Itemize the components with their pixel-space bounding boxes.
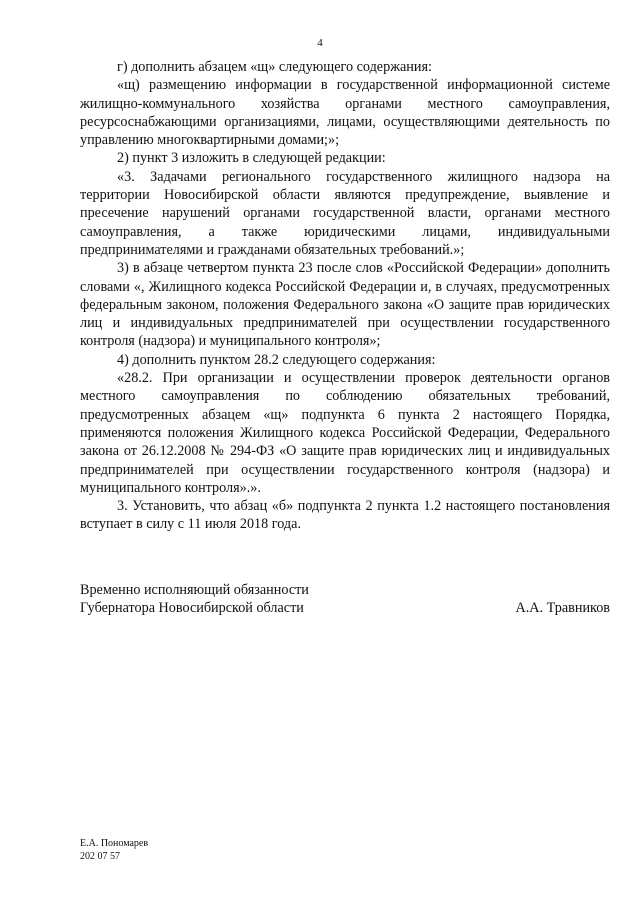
executor-phone: 202 07 57 [80, 851, 120, 862]
paragraph: 3. Установить, что абзац «б» подпункта 2 пункта 1.2 настоящего постановления вступает в силу с 11 июля 2018 года. [80, 498, 610, 533]
paragraph: «3. Задачами регионального государственного жилищного надзора на территории Новосибирской области являются предупреждение, выявление и пресечение нарушений органами государственной власти, органами местного самоуправления, а также юридическими лицами, индивидуальными предпринимателями и гражданами обязательных требований.»; [80, 168, 610, 258]
signatory-name: А.А. Травников [515, 600, 610, 617]
signature-row [80, 599, 610, 617]
paragraph: 4) дополнить пунктом 28.2 следующего содержания: [117, 351, 436, 368]
paragraph: 2) пункт 3 изложить в следующей редакции: [117, 150, 386, 167]
paragraph: «щ) размещению информации в государственной информационной системе жилищно-коммунального хозяйства органами местного самоуправления, ресурсоснабжающими организациями, лицами, осуществляющими деятельность по управлению многоквартирными домами;»; [80, 77, 610, 149]
document-body [80, 58, 610, 534]
paragraph: «28.2. При организации и осуществлении проверок деятельности органов местного самоуправления по соблюдению обязательных требований, предусмотренных абзацем «щ» подпункта 6 пункта 2 настоящего Порядка, применяются положения Жилищного кодекса Российской Федерации, Федерального закона от 26.12.2008 № 294-ФЗ «О защите прав юридических лиц и индивидуальных предпринимателей при осуществлении государственного контроля (надзора) и муниципального контроля».». [80, 370, 610, 496]
signatory-role-line1: Временно исполняющий обязанности [80, 582, 309, 598]
executor-footer [80, 837, 148, 863]
paragraph: г) дополнить абзацем «щ» следующего содержания: [117, 59, 432, 75]
signature-block [80, 581, 610, 618]
signatory-role-line2: Губернатора Новосибирской области [80, 600, 304, 617]
page-number: 4 [317, 37, 323, 49]
paragraph: 3) в абзаце четвертом пункта 23 после слов «Российской Федерации» дополнить словами «, Жилищного кодекса Российской Федерации и, в случаях, предусмотренных федеральным законом, положения Федерального закона «О защите прав юридических лиц и индивидуальных предпринимателей при осуществлении государственного контроля (надзора) и муниципального контроля»; [80, 260, 610, 350]
executor-name: Е.А. Пономарев [80, 838, 149, 849]
